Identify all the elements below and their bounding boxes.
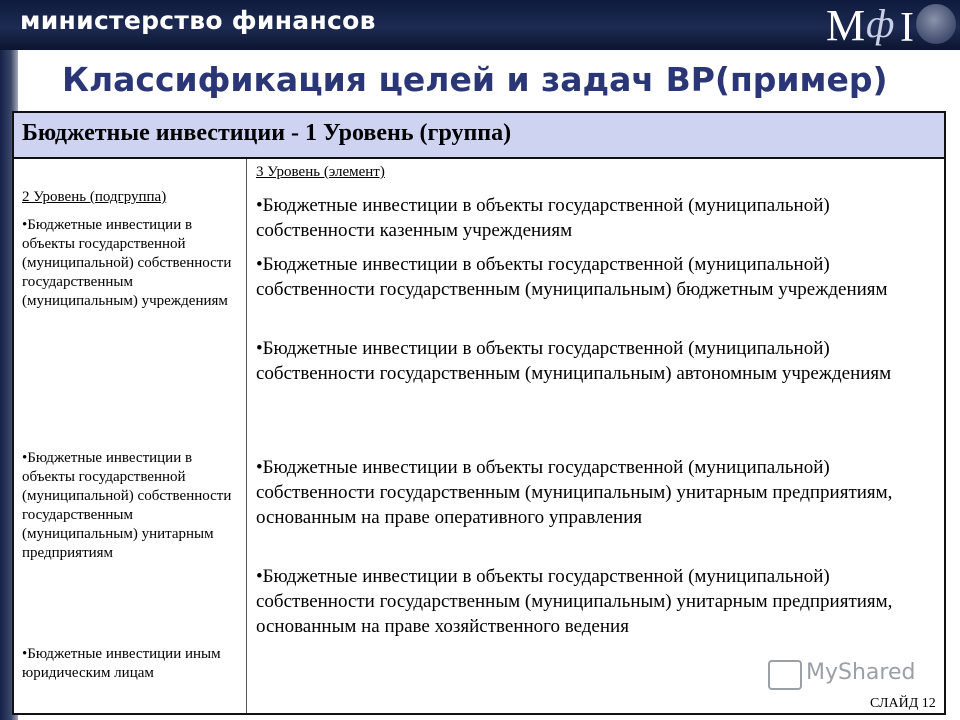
level-2-item: •Бюджетные инвестиции в объекты государственной (муниципальной) собственности государственным (муниципальным) учреждениям — [22, 217, 232, 309]
printer-icon — [768, 660, 802, 690]
level-3-item: •Бюджетные инвестиции в объекты государственной (муниципальной) собственности государственным (муниципальным) унитарным предприятиям, основанным на праве хозяйственного ведения — [256, 566, 893, 637]
level-2-column — [14, 159, 247, 713]
level-3-label[interactable]: 3 Уровень (элемент) — [256, 164, 385, 180]
ministry-name: министерство финансов — [20, 6, 376, 35]
level-2-item: •Бюджетные инвестиции в объекты государственной (муниципальной) собственности государственным (муниципальным) унитарным предприятиям — [22, 450, 232, 561]
logo-letter-m: М — [826, 1, 866, 50]
level-2-item: •Бюджетные инвестиции иным юридическим лицам — [22, 646, 221, 681]
level-2-label[interactable]: 2 Уровень (подгруппа) — [22, 189, 167, 205]
ministry-logo — [826, 1, 914, 51]
level-3-item: •Бюджетные инвестиции в объекты государственной (муниципальной) собственности государственным (муниципальным) бюджетным учреждениям — [256, 254, 888, 300]
level-1-heading: Бюджетные инвестиции - 1 Уровень (группа) — [22, 120, 512, 146]
level-3-item: •Бюджетные инвестиции в объекты государственной (муниципальной) собственности государственным (муниципальным) автономным учреждениям — [256, 338, 892, 384]
logo-letter-f: ф — [866, 1, 895, 46]
logo-bar: I — [900, 5, 914, 51]
level-3-item: •Бюджетные инвестиции в объекты государственной (муниципальной) собственности государственным (муниципальным) унитарным предприятиям, основанным на праве оперативного управления — [256, 457, 893, 528]
classification-table — [12, 111, 946, 715]
myshared-watermark — [768, 656, 928, 696]
table-header — [14, 113, 944, 159]
level-3-item: •Бюджетные инвестиции в объекты государственной (муниципальной) собственности казенным учреждениям — [256, 195, 830, 241]
header-bar — [0, 0, 960, 50]
watermark-text: MyShared — [806, 660, 916, 685]
slide-title: Классификация целей и задач ВР(пример) — [62, 60, 888, 99]
coat-of-arms-icon — [916, 4, 956, 44]
slide-number: СЛАЙД 12 — [870, 696, 936, 711]
level-3-column — [247, 159, 944, 713]
